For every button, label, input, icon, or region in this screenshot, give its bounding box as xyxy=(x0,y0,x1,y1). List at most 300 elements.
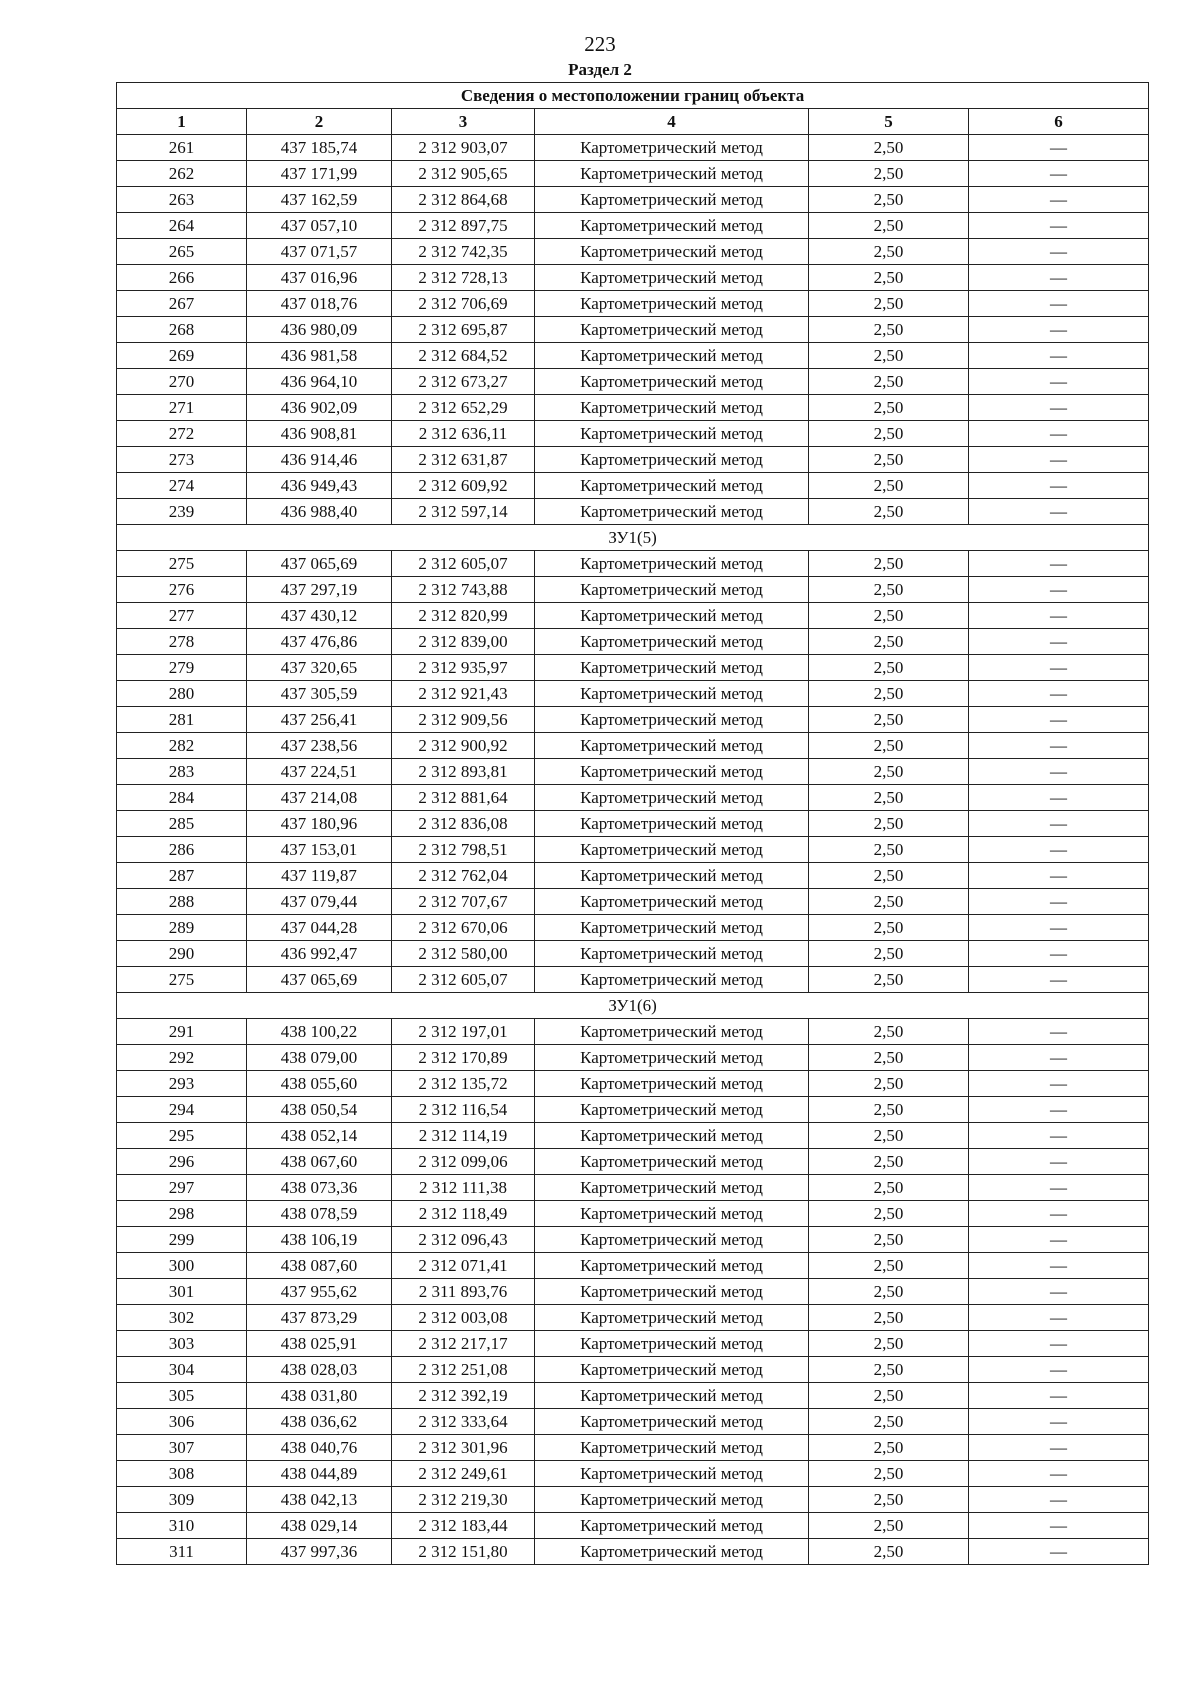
table-row xyxy=(117,577,1149,603)
y-coordinate-cell: 2 312 864,68 xyxy=(392,187,535,213)
description-cell: — xyxy=(969,889,1149,915)
method-cell: Картометрический метод xyxy=(535,317,809,343)
description-cell: — xyxy=(969,291,1149,317)
y-coordinate-cell: 2 312 251,08 xyxy=(392,1357,535,1383)
description-cell: — xyxy=(969,1461,1149,1487)
table-row xyxy=(117,1097,1149,1123)
table-row xyxy=(117,967,1149,993)
point-number-cell: 287 xyxy=(117,863,247,889)
point-number-cell: 305 xyxy=(117,1383,247,1409)
method-cell: Картометрический метод xyxy=(535,395,809,421)
table-row xyxy=(117,1461,1149,1487)
accuracy-cell: 2,50 xyxy=(809,421,969,447)
column-header: 2 xyxy=(247,109,392,135)
description-cell: — xyxy=(969,499,1149,525)
method-cell: Картометрический метод xyxy=(535,655,809,681)
description-cell: — xyxy=(969,811,1149,837)
x-coordinate-cell: 437 185,74 xyxy=(247,135,392,161)
accuracy-cell: 2,50 xyxy=(809,291,969,317)
table-row xyxy=(117,421,1149,447)
accuracy-cell: 2,50 xyxy=(809,1253,969,1279)
table-row xyxy=(117,1019,1149,1045)
point-number-cell: 293 xyxy=(117,1071,247,1097)
y-coordinate-cell: 2 312 673,27 xyxy=(392,369,535,395)
point-number-cell: 300 xyxy=(117,1253,247,1279)
x-coordinate-cell: 438 036,62 xyxy=(247,1409,392,1435)
description-cell: — xyxy=(969,1253,1149,1279)
x-coordinate-cell: 438 087,60 xyxy=(247,1253,392,1279)
y-coordinate-cell: 2 312 728,13 xyxy=(392,265,535,291)
point-number-cell: 295 xyxy=(117,1123,247,1149)
point-number-cell: 282 xyxy=(117,733,247,759)
y-coordinate-cell: 2 312 820,99 xyxy=(392,603,535,629)
table-row xyxy=(117,1357,1149,1383)
y-coordinate-cell: 2 312 392,19 xyxy=(392,1383,535,1409)
method-cell: Картометрический метод xyxy=(535,707,809,733)
accuracy-cell: 2,50 xyxy=(809,1435,969,1461)
group-row xyxy=(117,525,1149,551)
y-coordinate-cell: 2 312 114,19 xyxy=(392,1123,535,1149)
accuracy-cell: 2,50 xyxy=(809,1071,969,1097)
description-cell: — xyxy=(969,967,1149,993)
point-number-cell: 306 xyxy=(117,1409,247,1435)
description-cell: — xyxy=(969,447,1149,473)
method-cell: Картометрический метод xyxy=(535,369,809,395)
method-cell: Картометрический метод xyxy=(535,863,809,889)
y-coordinate-cell: 2 312 909,56 xyxy=(392,707,535,733)
x-coordinate-cell: 437 997,36 xyxy=(247,1539,392,1565)
point-number-cell: 263 xyxy=(117,187,247,213)
x-coordinate-cell: 438 067,60 xyxy=(247,1149,392,1175)
table-row xyxy=(117,1279,1149,1305)
table-row xyxy=(117,707,1149,733)
table-row xyxy=(117,759,1149,785)
point-number-cell: 276 xyxy=(117,577,247,603)
point-number-cell: 264 xyxy=(117,213,247,239)
accuracy-cell: 2,50 xyxy=(809,551,969,577)
x-coordinate-cell: 437 044,28 xyxy=(247,915,392,941)
point-number-cell: 275 xyxy=(117,967,247,993)
table-row xyxy=(117,473,1149,499)
x-coordinate-cell: 437 180,96 xyxy=(247,811,392,837)
accuracy-cell: 2,50 xyxy=(809,1201,969,1227)
description-cell: — xyxy=(969,1487,1149,1513)
description-cell: — xyxy=(969,421,1149,447)
x-coordinate-cell: 437 238,56 xyxy=(247,733,392,759)
accuracy-cell: 2,50 xyxy=(809,1279,969,1305)
table-row xyxy=(117,629,1149,655)
point-number-cell: 266 xyxy=(117,265,247,291)
description-cell: — xyxy=(969,1201,1149,1227)
y-coordinate-cell: 2 312 183,44 xyxy=(392,1513,535,1539)
point-number-cell: 268 xyxy=(117,317,247,343)
table-caption: Сведения о местоположении границ объекта xyxy=(117,83,1149,109)
description-cell: — xyxy=(969,759,1149,785)
method-cell: Картометрический метод xyxy=(535,837,809,863)
accuracy-cell: 2,50 xyxy=(809,213,969,239)
description-cell: — xyxy=(969,1331,1149,1357)
x-coordinate-cell: 437 171,99 xyxy=(247,161,392,187)
y-coordinate-cell: 2 312 580,00 xyxy=(392,941,535,967)
x-coordinate-cell: 436 988,40 xyxy=(247,499,392,525)
point-number-cell: 284 xyxy=(117,785,247,811)
x-coordinate-cell: 437 018,76 xyxy=(247,291,392,317)
accuracy-cell: 2,50 xyxy=(809,1305,969,1331)
x-coordinate-cell: 437 065,69 xyxy=(247,967,392,993)
accuracy-cell: 2,50 xyxy=(809,395,969,421)
table-row xyxy=(117,681,1149,707)
x-coordinate-cell: 437 079,44 xyxy=(247,889,392,915)
accuracy-cell: 2,50 xyxy=(809,369,969,395)
description-cell: — xyxy=(969,213,1149,239)
y-coordinate-cell: 2 312 921,43 xyxy=(392,681,535,707)
table-row xyxy=(117,1539,1149,1565)
y-coordinate-cell: 2 312 219,30 xyxy=(392,1487,535,1513)
description-cell: — xyxy=(969,551,1149,577)
table-row xyxy=(117,1331,1149,1357)
column-header: 3 xyxy=(392,109,535,135)
table-row xyxy=(117,863,1149,889)
accuracy-cell: 2,50 xyxy=(809,1409,969,1435)
x-coordinate-cell: 436 908,81 xyxy=(247,421,392,447)
accuracy-cell: 2,50 xyxy=(809,785,969,811)
method-cell: Картометрический метод xyxy=(535,1019,809,1045)
point-number-cell: 301 xyxy=(117,1279,247,1305)
y-coordinate-cell: 2 312 636,11 xyxy=(392,421,535,447)
x-coordinate-cell: 438 028,03 xyxy=(247,1357,392,1383)
point-number-cell: 270 xyxy=(117,369,247,395)
x-coordinate-cell: 436 964,10 xyxy=(247,369,392,395)
method-cell: Картометрический метод xyxy=(535,343,809,369)
description-cell: — xyxy=(969,941,1149,967)
description-cell: — xyxy=(969,239,1149,265)
accuracy-cell: 2,50 xyxy=(809,1331,969,1357)
method-cell: Картометрический метод xyxy=(535,551,809,577)
accuracy-cell: 2,50 xyxy=(809,889,969,915)
table-row xyxy=(117,161,1149,187)
description-cell: — xyxy=(969,395,1149,421)
x-coordinate-cell: 437 119,87 xyxy=(247,863,392,889)
description-cell: — xyxy=(969,161,1149,187)
point-number-cell: 286 xyxy=(117,837,247,863)
x-coordinate-cell: 438 073,36 xyxy=(247,1175,392,1201)
table-row xyxy=(117,1513,1149,1539)
x-coordinate-cell: 437 071,57 xyxy=(247,239,392,265)
method-cell: Картометрический метод xyxy=(535,629,809,655)
table-row xyxy=(117,603,1149,629)
table-row xyxy=(117,889,1149,915)
accuracy-cell: 2,50 xyxy=(809,1461,969,1487)
description-cell: — xyxy=(969,1357,1149,1383)
description-cell: — xyxy=(969,629,1149,655)
point-number-cell: 310 xyxy=(117,1513,247,1539)
description-cell: — xyxy=(969,1149,1149,1175)
method-cell: Картометрический метод xyxy=(535,161,809,187)
accuracy-cell: 2,50 xyxy=(809,265,969,291)
point-number-cell: 291 xyxy=(117,1019,247,1045)
point-number-cell: 299 xyxy=(117,1227,247,1253)
point-number-cell: 272 xyxy=(117,421,247,447)
accuracy-cell: 2,50 xyxy=(809,447,969,473)
y-coordinate-cell: 2 312 839,00 xyxy=(392,629,535,655)
x-coordinate-cell: 437 016,96 xyxy=(247,265,392,291)
table-body xyxy=(117,135,1149,1565)
method-cell: Картометрический метод xyxy=(535,499,809,525)
y-coordinate-cell: 2 312 743,88 xyxy=(392,577,535,603)
point-number-cell: 262 xyxy=(117,161,247,187)
point-number-cell: 277 xyxy=(117,603,247,629)
description-cell: — xyxy=(969,863,1149,889)
method-cell: Картометрический метод xyxy=(535,1435,809,1461)
y-coordinate-cell: 2 312 652,29 xyxy=(392,395,535,421)
accuracy-cell: 2,50 xyxy=(809,915,969,941)
y-coordinate-cell: 2 312 217,17 xyxy=(392,1331,535,1357)
table-row xyxy=(117,317,1149,343)
y-coordinate-cell: 2 312 897,75 xyxy=(392,213,535,239)
table-row xyxy=(117,1045,1149,1071)
y-coordinate-cell: 2 312 836,08 xyxy=(392,811,535,837)
x-coordinate-cell: 436 914,46 xyxy=(247,447,392,473)
method-cell: Картометрический метод xyxy=(535,759,809,785)
method-cell: Картометрический метод xyxy=(535,1227,809,1253)
table-row xyxy=(117,239,1149,265)
y-coordinate-cell: 2 312 707,67 xyxy=(392,889,535,915)
table-row xyxy=(117,1253,1149,1279)
y-coordinate-cell: 2 312 881,64 xyxy=(392,785,535,811)
y-coordinate-cell: 2 312 695,87 xyxy=(392,317,535,343)
y-coordinate-cell: 2 312 742,35 xyxy=(392,239,535,265)
x-coordinate-cell: 438 025,91 xyxy=(247,1331,392,1357)
description-cell: — xyxy=(969,1097,1149,1123)
table-row xyxy=(117,1201,1149,1227)
accuracy-cell: 2,50 xyxy=(809,733,969,759)
y-coordinate-cell: 2 312 118,49 xyxy=(392,1201,535,1227)
x-coordinate-cell: 438 079,00 xyxy=(247,1045,392,1071)
method-cell: Картометрический метод xyxy=(535,889,809,915)
x-coordinate-cell: 437 297,19 xyxy=(247,577,392,603)
x-coordinate-cell: 437 065,69 xyxy=(247,551,392,577)
accuracy-cell: 2,50 xyxy=(809,577,969,603)
point-number-cell: 298 xyxy=(117,1201,247,1227)
accuracy-cell: 2,50 xyxy=(809,1487,969,1513)
accuracy-cell: 2,50 xyxy=(809,1149,969,1175)
accuracy-cell: 2,50 xyxy=(809,629,969,655)
table-row xyxy=(117,213,1149,239)
method-cell: Картометрический метод xyxy=(535,473,809,499)
method-cell: Картометрический метод xyxy=(535,239,809,265)
description-cell: — xyxy=(969,733,1149,759)
description-cell: — xyxy=(969,135,1149,161)
accuracy-cell: 2,50 xyxy=(809,941,969,967)
method-cell: Картометрический метод xyxy=(535,915,809,941)
x-coordinate-cell: 437 305,59 xyxy=(247,681,392,707)
y-coordinate-cell: 2 312 111,38 xyxy=(392,1175,535,1201)
description-cell: — xyxy=(969,1383,1149,1409)
description-cell: — xyxy=(969,681,1149,707)
table-row xyxy=(117,1409,1149,1435)
x-coordinate-cell: 438 031,80 xyxy=(247,1383,392,1409)
x-coordinate-cell: 437 153,01 xyxy=(247,837,392,863)
group-label: ЗУ1(5) xyxy=(117,525,1149,551)
table-row xyxy=(117,1383,1149,1409)
accuracy-cell: 2,50 xyxy=(809,1045,969,1071)
y-coordinate-cell: 2 312 301,96 xyxy=(392,1435,535,1461)
y-coordinate-cell: 2 312 170,89 xyxy=(392,1045,535,1071)
point-number-cell: 288 xyxy=(117,889,247,915)
y-coordinate-cell: 2 312 670,06 xyxy=(392,915,535,941)
accuracy-cell: 2,50 xyxy=(809,837,969,863)
x-coordinate-cell: 438 042,13 xyxy=(247,1487,392,1513)
column-header-row xyxy=(117,109,1149,135)
accuracy-cell: 2,50 xyxy=(809,187,969,213)
method-cell: Картометрический метод xyxy=(535,1305,809,1331)
y-coordinate-cell: 2 312 597,14 xyxy=(392,499,535,525)
description-cell: — xyxy=(969,1279,1149,1305)
method-cell: Картометрический метод xyxy=(535,1539,809,1565)
description-cell: — xyxy=(969,1071,1149,1097)
method-cell: Картометрический метод xyxy=(535,603,809,629)
description-cell: — xyxy=(969,1409,1149,1435)
column-header: 5 xyxy=(809,109,969,135)
x-coordinate-cell: 437 256,41 xyxy=(247,707,392,733)
accuracy-cell: 2,50 xyxy=(809,1227,969,1253)
accuracy-cell: 2,50 xyxy=(809,343,969,369)
group-row xyxy=(117,993,1149,1019)
table-row xyxy=(117,135,1149,161)
description-cell: — xyxy=(969,187,1149,213)
accuracy-cell: 2,50 xyxy=(809,1383,969,1409)
table-row xyxy=(117,915,1149,941)
table-row xyxy=(117,655,1149,681)
accuracy-cell: 2,50 xyxy=(809,1539,969,1565)
description-cell: — xyxy=(969,1305,1149,1331)
x-coordinate-cell: 438 044,89 xyxy=(247,1461,392,1487)
x-coordinate-cell: 438 055,60 xyxy=(247,1071,392,1097)
table-row xyxy=(117,343,1149,369)
point-number-cell: 308 xyxy=(117,1461,247,1487)
y-coordinate-cell: 2 312 071,41 xyxy=(392,1253,535,1279)
y-coordinate-cell: 2 312 116,54 xyxy=(392,1097,535,1123)
y-coordinate-cell: 2 312 706,69 xyxy=(392,291,535,317)
method-cell: Картометрический метод xyxy=(535,1383,809,1409)
point-number-cell: 289 xyxy=(117,915,247,941)
point-number-cell: 303 xyxy=(117,1331,247,1357)
method-cell: Картометрический метод xyxy=(535,577,809,603)
y-coordinate-cell: 2 312 684,52 xyxy=(392,343,535,369)
point-number-cell: 290 xyxy=(117,941,247,967)
accuracy-cell: 2,50 xyxy=(809,239,969,265)
method-cell: Картометрический метод xyxy=(535,1149,809,1175)
point-number-cell: 239 xyxy=(117,499,247,525)
method-cell: Картометрический метод xyxy=(535,187,809,213)
y-coordinate-cell: 2 312 333,64 xyxy=(392,1409,535,1435)
x-coordinate-cell: 438 052,14 xyxy=(247,1123,392,1149)
method-cell: Картометрический метод xyxy=(535,1331,809,1357)
page-number: 223 xyxy=(584,32,616,56)
method-cell: Картометрический метод xyxy=(535,213,809,239)
point-number-cell: 283 xyxy=(117,759,247,785)
x-coordinate-cell: 438 078,59 xyxy=(247,1201,392,1227)
description-cell: — xyxy=(969,603,1149,629)
table-row xyxy=(117,1071,1149,1097)
method-cell: Картометрический метод xyxy=(535,1279,809,1305)
group-label: ЗУ1(6) xyxy=(117,993,1149,1019)
method-cell: Картометрический метод xyxy=(535,1461,809,1487)
section-title: Раздел 2 xyxy=(568,60,632,79)
method-cell: Картометрический метод xyxy=(535,135,809,161)
method-cell: Картометрический метод xyxy=(535,681,809,707)
method-cell: Картометрический метод xyxy=(535,1409,809,1435)
table-row xyxy=(117,499,1149,525)
boundary-coordinates-table xyxy=(116,82,1149,1565)
column-header: 4 xyxy=(535,109,809,135)
x-coordinate-cell: 437 057,10 xyxy=(247,213,392,239)
x-coordinate-cell: 437 873,29 xyxy=(247,1305,392,1331)
column-header: 6 xyxy=(969,109,1149,135)
accuracy-cell: 2,50 xyxy=(809,499,969,525)
description-cell: — xyxy=(969,1227,1149,1253)
x-coordinate-cell: 438 029,14 xyxy=(247,1513,392,1539)
table-row xyxy=(117,291,1149,317)
description-cell: — xyxy=(969,1539,1149,1565)
point-number-cell: 297 xyxy=(117,1175,247,1201)
accuracy-cell: 2,50 xyxy=(809,161,969,187)
method-cell: Картометрический метод xyxy=(535,785,809,811)
description-cell: — xyxy=(969,577,1149,603)
description-cell: — xyxy=(969,1045,1149,1071)
description-cell: — xyxy=(969,1123,1149,1149)
description-cell: — xyxy=(969,265,1149,291)
description-cell: — xyxy=(969,1019,1149,1045)
y-coordinate-cell: 2 312 151,80 xyxy=(392,1539,535,1565)
method-cell: Картометрический метод xyxy=(535,1513,809,1539)
x-coordinate-cell: 436 949,43 xyxy=(247,473,392,499)
y-coordinate-cell: 2 312 893,81 xyxy=(392,759,535,785)
accuracy-cell: 2,50 xyxy=(809,707,969,733)
y-coordinate-cell: 2 312 905,65 xyxy=(392,161,535,187)
y-coordinate-cell: 2 312 631,87 xyxy=(392,447,535,473)
point-number-cell: 279 xyxy=(117,655,247,681)
table-row xyxy=(117,1435,1149,1461)
y-coordinate-cell: 2 311 893,76 xyxy=(392,1279,535,1305)
method-cell: Картометрический метод xyxy=(535,1357,809,1383)
y-coordinate-cell: 2 312 249,61 xyxy=(392,1461,535,1487)
x-coordinate-cell: 436 902,09 xyxy=(247,395,392,421)
column-header: 1 xyxy=(117,109,247,135)
table-row xyxy=(117,395,1149,421)
method-cell: Картометрический метод xyxy=(535,1071,809,1097)
point-number-cell: 281 xyxy=(117,707,247,733)
x-coordinate-cell: 438 050,54 xyxy=(247,1097,392,1123)
method-cell: Картометрический метод xyxy=(535,1201,809,1227)
description-cell: — xyxy=(969,707,1149,733)
description-cell: — xyxy=(969,1513,1149,1539)
y-coordinate-cell: 2 312 003,08 xyxy=(392,1305,535,1331)
table-row xyxy=(117,1305,1149,1331)
description-cell: — xyxy=(969,785,1149,811)
table-row xyxy=(117,785,1149,811)
accuracy-cell: 2,50 xyxy=(809,759,969,785)
description-cell: — xyxy=(969,1175,1149,1201)
x-coordinate-cell: 437 955,62 xyxy=(247,1279,392,1305)
accuracy-cell: 2,50 xyxy=(809,681,969,707)
method-cell: Картометрический метод xyxy=(535,291,809,317)
table-row xyxy=(117,187,1149,213)
point-number-cell: 296 xyxy=(117,1149,247,1175)
y-coordinate-cell: 2 312 099,06 xyxy=(392,1149,535,1175)
accuracy-cell: 2,50 xyxy=(809,603,969,629)
table-row xyxy=(117,837,1149,863)
